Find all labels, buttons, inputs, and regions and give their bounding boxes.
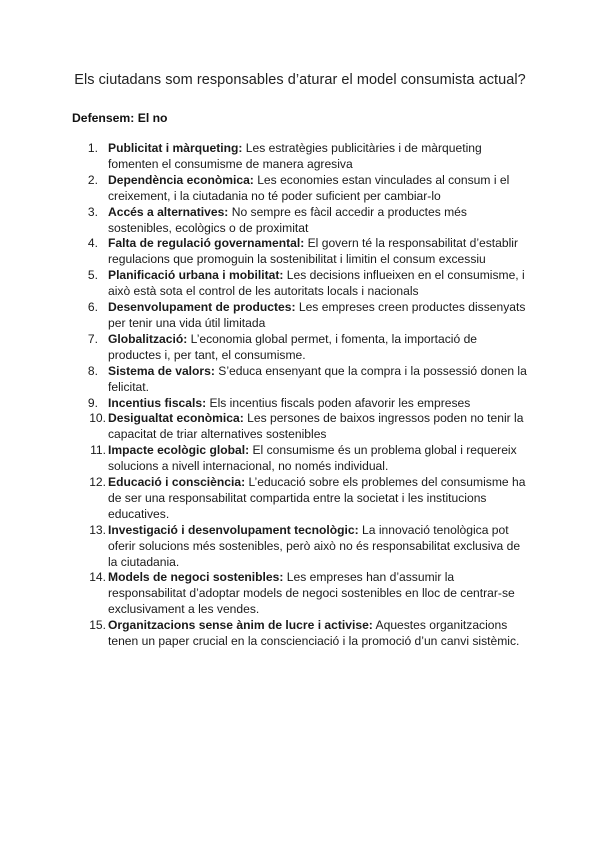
item-text: S’educa ensenyant que la compra i la possessió donen la felicitat. — [108, 363, 527, 394]
list-item — [72, 411, 528, 443]
item-label: Publicitat i màrqueting: — [108, 141, 243, 155]
list-item — [72, 570, 528, 618]
item-number: 14. — [89, 570, 106, 585]
item-number: 4. — [87, 236, 98, 251]
document-subtitle: Defensem: El no — [72, 111, 168, 125]
item-text: Les persones de baixos ingressos poden no tenir la capacitat de triar alternatives sostenibles — [108, 411, 524, 442]
list-item — [72, 523, 528, 571]
item-label: Planificació urbana i mobilitat: — [108, 268, 284, 283]
item-label: Impacte ecològic global: — [108, 443, 250, 458]
item-text: Les empreses han d’assumir la responsabilitat d’adoptar models de negoci sostenibles en lloc de centrar-se exclusivament a les vendes. — [108, 570, 515, 617]
item-text: Aquestes organitzacions tenen un paper crucial en la conscienciació i la promoció d’un canvi sistèmic. — [108, 618, 520, 649]
list-item — [72, 300, 528, 332]
list-item — [72, 205, 528, 237]
item-text: El govern té la responsabilitat d’establir regulacions que promoguin la sostenibilitat i limitin el consum excessiu — [108, 236, 519, 267]
item-label: Desenvolupament de productes: — [108, 300, 296, 315]
item-number: 6. — [87, 300, 98, 315]
item-label: Dependència econòmica: — [108, 172, 254, 187]
item-label: Sistema de valors: — [108, 363, 215, 378]
item-number: 8. — [87, 363, 98, 378]
item-number: 7. — [87, 331, 98, 346]
item-number: 15. — [89, 618, 106, 633]
item-number: 9. — [87, 395, 98, 410]
list-item — [72, 396, 528, 412]
item-number: 3. — [87, 204, 98, 219]
list-item — [72, 268, 528, 300]
item-number: 13. — [89, 522, 106, 537]
item-number: 11. — [90, 443, 106, 458]
item-label: Falta de regulació governamental: — [108, 236, 305, 251]
item-label: Organitzacions sense ànim de lucre i activise: — [108, 618, 373, 633]
list-item — [72, 141, 528, 173]
item-text: Els incentius fiscals poden afavorir les empreses — [206, 395, 471, 410]
argument-list — [72, 141, 528, 650]
item-text: L’educació sobre els problemes del consumisme ha de ser una responsabilitat compartida entre la societat i les institucions educatives. — [108, 475, 526, 521]
item-text: La innovació tenològica pot oferir solucions més sostenibles, però això no és responsabilitat exclusiva de la ciutadania. — [108, 522, 521, 569]
list-item — [72, 332, 528, 364]
item-text: Les economies estan vinculades al consum i el creixement, i la ciutadania no té poder suficient per cambiar-lo — [108, 172, 510, 203]
item-label: Educació i consciència: — [108, 475, 246, 490]
item-number: 2. — [87, 172, 98, 187]
list-item — [72, 173, 528, 205]
item-label: Desigualtat econòmica: — [108, 411, 244, 426]
list-item — [72, 364, 528, 396]
item-text: Les estratègies publicitàries i de màrqueting fomenten el consumisme de manera agresiva — [108, 141, 482, 171]
item-text: El consumisme és un problema global i requereix solucions a nivell internacional, no només individual. — [108, 443, 517, 474]
item-label: Models de negoci sostenibles: — [108, 570, 284, 585]
list-item — [72, 618, 528, 650]
list-item — [72, 236, 528, 268]
item-label: Incentius fiscals: — [108, 395, 207, 410]
item-text: Les decisions influeixen en el consumisme, i això està sota el control de les autoritats locals i nacionals — [108, 268, 525, 299]
item-number: 10. — [89, 411, 106, 426]
item-text: Les empreses creen productes dissenyats per tenir una vida útil limitada — [108, 300, 526, 330]
item-number: 1. — [87, 141, 98, 155]
list-item — [72, 443, 528, 475]
item-number: 5. — [87, 268, 98, 283]
item-number: 12. — [89, 475, 106, 490]
item-text: L’economia global permet, i fomenta, la importació de productes i, per tant, el consumisme. — [108, 331, 478, 362]
item-label: Investigació i desenvolupament tecnològic: — [108, 522, 359, 537]
item-label: Accés a alternatives: — [108, 204, 229, 219]
item-label: Globalització: — [108, 331, 188, 346]
item-text: No sempre es fàcil accedir a productes més sostenibles, ecològics o de proximitat — [108, 204, 467, 235]
document-title: Els ciutadans som responsables d’aturar el model consumista actual? — [74, 72, 526, 88]
list-item — [72, 475, 528, 523]
